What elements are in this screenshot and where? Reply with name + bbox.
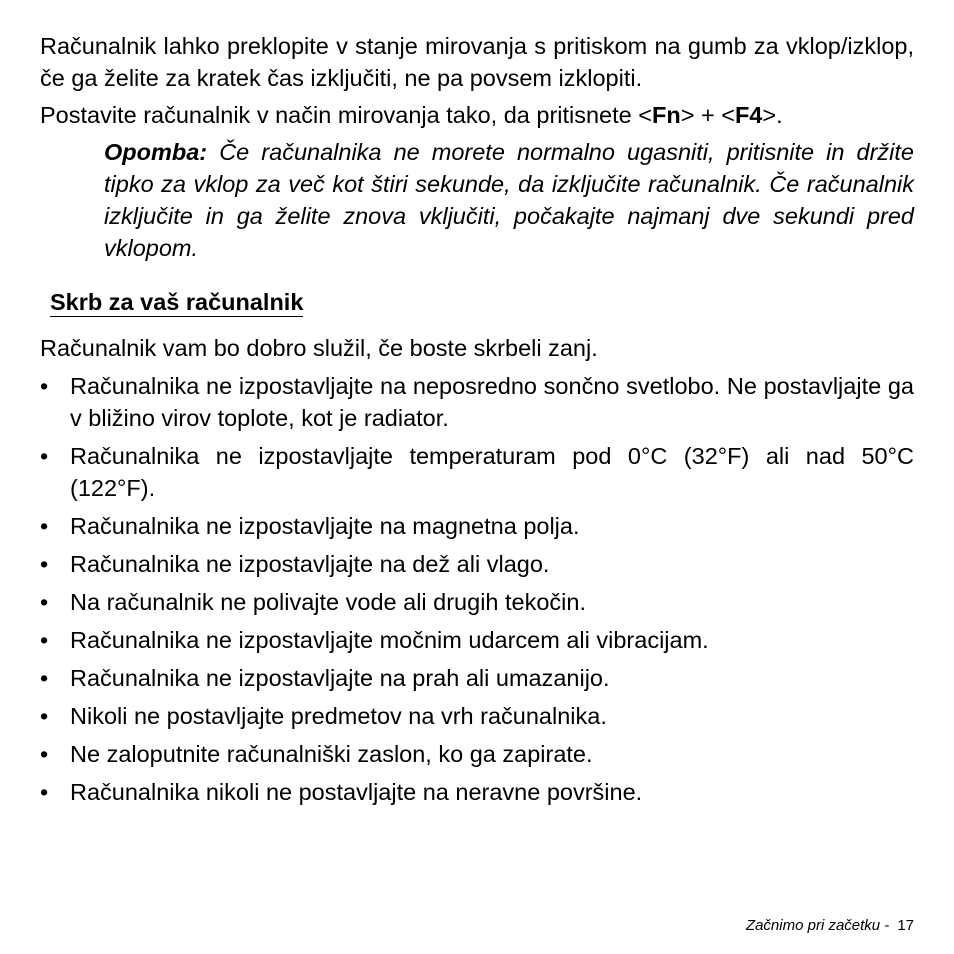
- list-item-text: Računalnika ne izpostavljajte na prah ali umazanijo.: [70, 665, 610, 691]
- bullet-icon: •: [40, 513, 49, 539]
- list-item: [40, 586, 914, 618]
- bullet-icon: •: [40, 443, 49, 469]
- page-number: 17: [897, 917, 914, 934]
- list-item-text: Nikoli ne postavljajte predmetov na vrh računalnika.: [70, 703, 607, 729]
- shortcut-text-pre: Postavite računalnik v način mirovanja tako, da pritisnete <: [40, 102, 652, 128]
- bullet-icon: •: [40, 373, 49, 399]
- page-footer: [746, 916, 914, 936]
- section-intro: Računalnik vam bo dobro služil, če boste skrbeli zanj.: [40, 335, 598, 361]
- list-item: [40, 776, 914, 808]
- bullet-icon: •: [40, 589, 49, 615]
- bullet-icon: •: [40, 779, 49, 805]
- list-item: [40, 662, 914, 694]
- shortcut-text-post: >.: [762, 102, 783, 128]
- list-item-text: Računalnika ne izpostavljajte na dež ali vlago.: [70, 551, 550, 577]
- note-label: Opomba:: [104, 139, 208, 165]
- key-f4: F4: [734, 102, 763, 128]
- bullet-icon: •: [40, 741, 49, 767]
- bullet-icon: •: [40, 627, 49, 653]
- key-fn: Fn: [651, 102, 681, 128]
- paragraph-sleep-shortcut: [40, 99, 914, 131]
- list-item: [40, 624, 914, 656]
- paragraph-sleep-mode: Računalnik lahko preklopite v stanje mirovanja s pritiskom na gumb za vklop/izklop, če ga želite za kratek čas izključiti, ne pa povsem izklopiti.: [40, 33, 914, 91]
- list-item: [40, 370, 914, 434]
- list-item-text: Računalnika ne izpostavljajte temperaturam pod 0°C (32°F) ali nad 50°C (122°F).: [70, 443, 914, 501]
- list-item-text: Računalnika ne izpostavljajte na neposredno sončno svetlobo. Ne postavljajte ga v bližino virov toplote, kot je radiator.: [70, 373, 914, 431]
- bullet-icon: •: [40, 551, 49, 577]
- document-page: [40, 30, 914, 814]
- list-item: [40, 738, 914, 770]
- section-heading-wrapper: [40, 264, 914, 318]
- bullet-icon: •: [40, 703, 49, 729]
- list-item: [40, 510, 914, 542]
- list-item-text: Računalnika ne izpostavljajte močnim udarcem ali vibracijam.: [70, 627, 709, 653]
- note-text: Če računalnika ne morete normalno ugasniti, pritisnite in držite tipko za vklop za več kot štiri sekunde, da izključite računalnik. Če računalnik izključite in ga želite znova vključiti, počakajte najmanj dve sekundi pred vklopom.: [104, 139, 914, 261]
- footer-chapter: Začnimo pri začetku -: [745, 917, 890, 934]
- list-item-text: Ne zaloputnite računalniški zaslon, ko ga zapirate.: [70, 741, 593, 767]
- list-item: [40, 440, 914, 504]
- list-item-text: Na računalnik ne polivajte vode ali drugih tekočin.: [70, 589, 587, 615]
- list-item-text: Računalnika nikoli ne postavljajte na neravne površine.: [70, 779, 643, 805]
- care-list: [40, 370, 914, 808]
- bullet-icon: •: [40, 665, 49, 691]
- shortcut-text-mid: > + <: [680, 102, 735, 128]
- list-item: [40, 548, 914, 580]
- list-item-text: Računalnika ne izpostavljajte na magnetna polja.: [70, 513, 580, 539]
- section-heading: Skrb za vaš računalnik: [50, 289, 304, 315]
- list-item: [40, 700, 914, 732]
- note-block: [104, 136, 914, 264]
